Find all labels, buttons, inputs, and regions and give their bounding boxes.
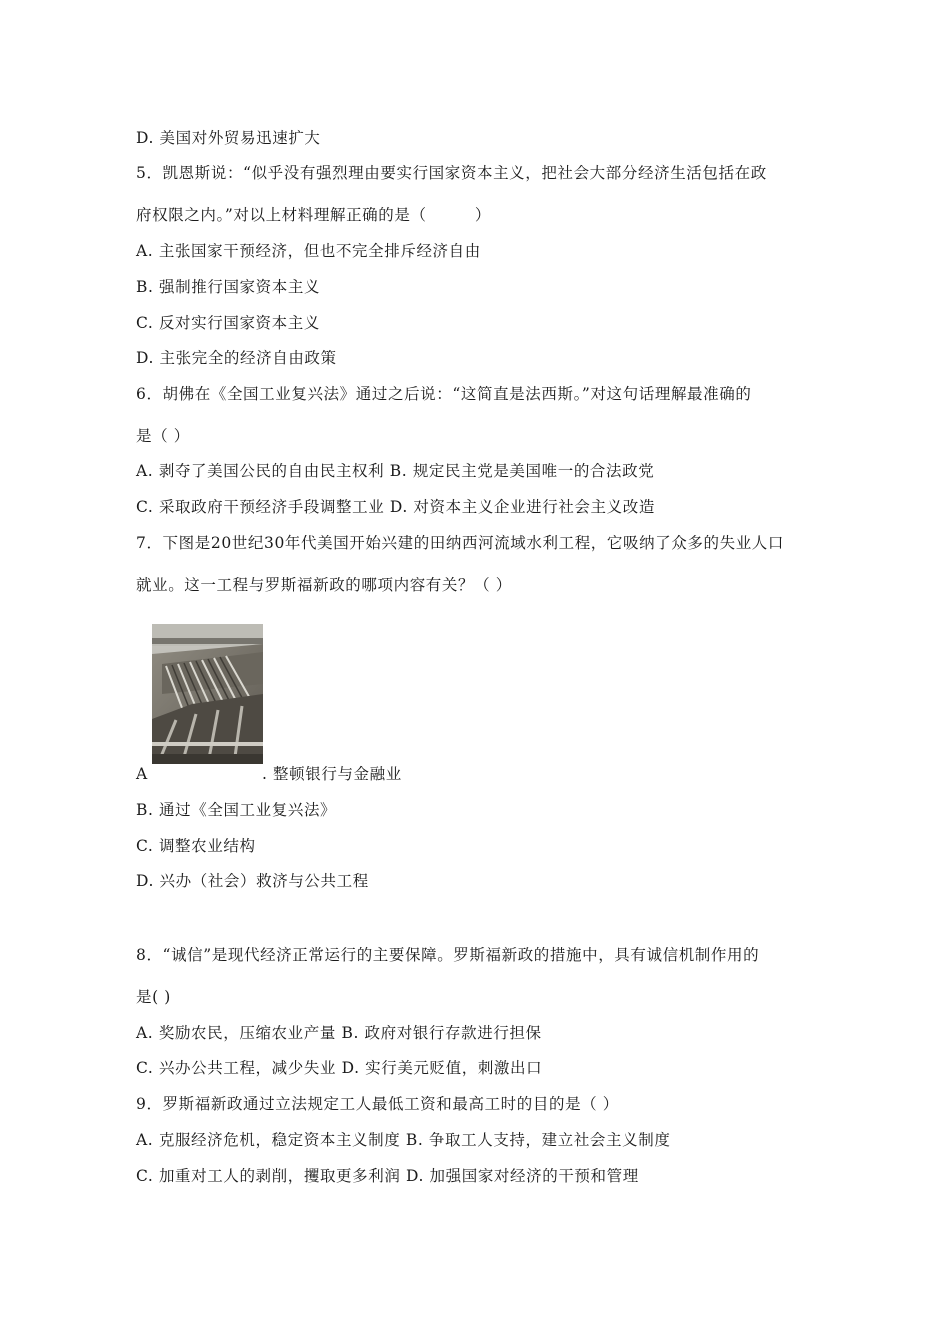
line-q4-option-d: D. 美国对外贸易迅速扩大 [136,129,321,147]
q5-option-a: A. 主张国家干预经济，但也不完全排斥经济自由 [136,242,481,260]
tva-dam-photo [152,624,263,764]
q7-option-a-text: . 整顿银行与金融业 [262,765,402,783]
q7-option-b: B. 通过《全国工业复兴法》 [136,801,337,819]
q8-options-ab: A. 奖励农民，压缩农业产量 B. 政府对银行存款进行担保 [136,1024,542,1042]
q9-options-cd: C. 加重对工人的剥削，攫取更多利润 D. 加强国家对经济的干预和管理 [136,1167,639,1185]
q7-option-a-label: A [136,765,148,783]
question-5-stem: 5．凯恩斯说：“似乎没有强烈理由要实行国家资本主义，把社会大部分经济生活包括在政 [136,164,767,182]
q5-option-d: D. 主张完全的经济自由政策 [136,349,337,367]
question-6-stem: 6．胡佛在《全国工业复兴法》通过之后说：“这简直是法西斯。”对这句话理解最准确的 [136,385,752,403]
question-8-stem: 8．“诚信”是现代经济正常运行的主要保障。罗斯福新政的措施中，具有诚信机制作用的 [136,946,760,964]
q7-option-c: C. 调整农业结构 [136,837,256,855]
question-7-stem: 7．下图是20世纪30年代美国开始兴建的田纳西河流域水利工程，它吸纳了众多的失业人口 [136,534,785,552]
q5-option-c: C. 反对实行国家资本主义 [136,314,320,332]
q8-options-cd: C. 兴办公共工程，减少失业 D. 实行美元贬值，刺激出口 [136,1059,543,1077]
q6-options-cd: C. 采取政府干预经济手段调整工业 D. 对资本主义企业进行社会主义改造 [136,498,655,516]
q5-option-b: B. 强制推行国家资本主义 [136,278,321,296]
q9-options-ab: A. 克服经济危机，稳定资本主义制度 B. 争取工人支持，建立社会主义制度 [136,1131,671,1149]
question-5-stem-cont: 府权限之内。”对以上材料理解正确的是（ ） [136,206,491,224]
question-6-stem-cont: 是（ ） [136,427,190,445]
question-9-stem: 9．罗斯福新政通过立法规定工人最低工资和最高工时的目的是（ ） [136,1095,619,1113]
q7-option-d: D. 兴办（社会）救济与公共工程 [136,872,369,890]
q6-options-ab: A. 剥夺了美国公民的自由民主权利 B. 规定民主党是美国唯一的合法政党 [136,462,655,480]
question-8-stem-cont: 是( ) [136,988,171,1006]
question-7-stem-cont: 就业。这一工程与罗斯福新政的哪项内容有关？（ ） [136,576,512,594]
